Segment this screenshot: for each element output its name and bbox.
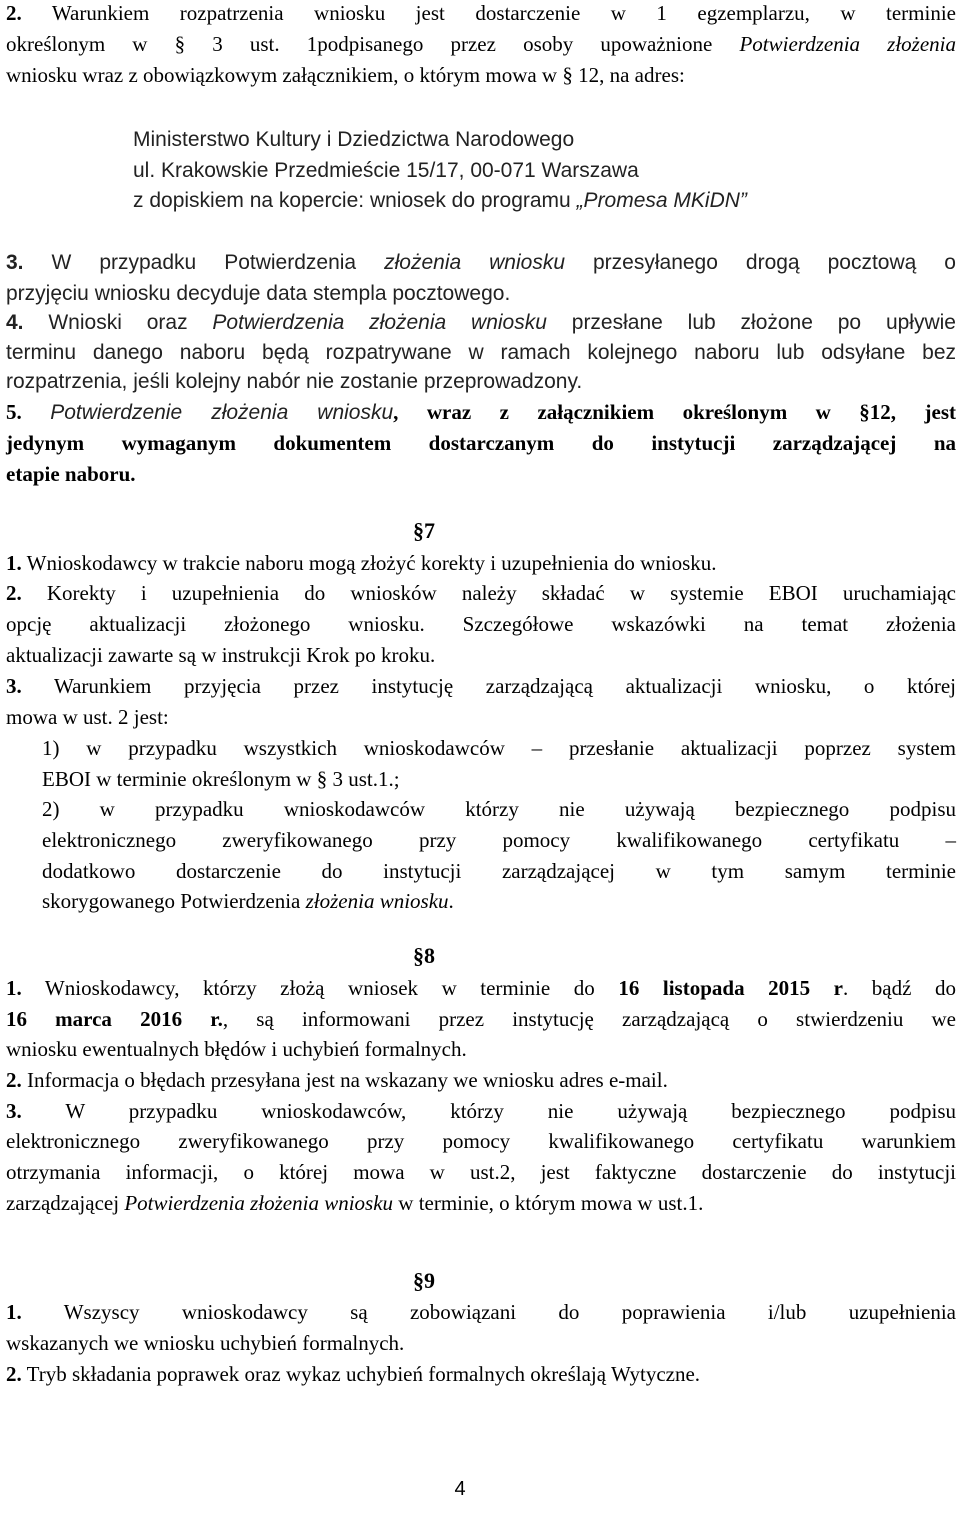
text: zarządzającej bbox=[6, 1191, 125, 1215]
par2-line2 bbox=[6, 31, 956, 57]
par3-line2: przyjęciu wniosku decyduje data stempla pocztowego. bbox=[6, 282, 511, 305]
list-number: 1. bbox=[6, 1300, 22, 1324]
section-sign: § bbox=[413, 518, 424, 543]
text: skorygowanego Potwierdzenia bbox=[42, 889, 306, 913]
address-line1: Ministerstwo Kultury i Dziedzictwa Narodowego bbox=[133, 128, 575, 151]
sec9-par2 bbox=[6, 1361, 956, 1387]
text: określonym w bbox=[6, 32, 175, 56]
text: W przypadku wnioskodawców, którzy nie używają bezpiecznego podpisu bbox=[65, 1099, 957, 1123]
sec7-par1 bbox=[6, 550, 956, 576]
list-number: 4. bbox=[6, 311, 24, 334]
sec7-sub2-line4 bbox=[42, 888, 956, 914]
list-number: 2. bbox=[6, 1362, 22, 1386]
text: 12, na adres: bbox=[572, 63, 685, 87]
sec7-sub1-line1: 1) w przypadku wszystkich wnioskodawców – przesłanie aktualizacji poprzez system bbox=[42, 736, 956, 760]
sec7-sub2-line3: dodatkowo dostarczenie do instytucji zarządzającej w tym samym terminie bbox=[42, 859, 956, 883]
list-number: 3. bbox=[6, 251, 24, 274]
sec8-par1-line2 bbox=[6, 1006, 956, 1032]
text: wniosku wraz z obowiązkowym załącznikiem, o którym mowa w bbox=[6, 63, 563, 87]
text: EBOI w terminie określonym w bbox=[42, 767, 317, 791]
sec9-par1-line1 bbox=[6, 1299, 956, 1325]
sec8-par1-line1 bbox=[6, 975, 956, 1001]
text: Warunkiem przyjęcia przez instytucję zarządzającą aktualizacji wniosku, o której bbox=[53, 674, 956, 698]
par2-line1 bbox=[6, 0, 956, 26]
par4-line2: terminu danego naboru będą rozpatrywane w ramach kolejnego naboru lub odsyłane bez bbox=[6, 341, 956, 364]
text: Informacja o błędach przesyłana jest na wskazany we wniosku adres e-mail. bbox=[27, 1068, 668, 1092]
text: . bądź do bbox=[843, 976, 956, 1000]
text: przesyłanego drogą pocztową o bbox=[565, 251, 956, 274]
sec7-sub1-line2 bbox=[42, 766, 956, 792]
sec8-par3-line2: elektronicznego zweryfikowanego przy pomocy kwalifikowanego certyfikatu warunkiem bbox=[6, 1129, 956, 1153]
italic-text: złożenia wniosku bbox=[305, 889, 449, 913]
par5-line2: jedynym wymaganym dokumentem dostarczanym do instytucji zarządzającej na bbox=[6, 431, 956, 455]
text: Wnioskodawcy w trakcie naboru mogą złożyć korekty i uzupełnienia do wniosku. bbox=[26, 551, 717, 575]
bold-date: 16 marca 2016 r. bbox=[6, 1007, 223, 1031]
section-sign: § bbox=[174, 32, 186, 56]
sec7-sub2-line2: elektronicznego zweryfikowanego przy pomocy kwalifikowanego certyfikatu – bbox=[42, 828, 956, 852]
section-sign: § bbox=[859, 400, 870, 424]
text: przesłane lub złożone po upływie bbox=[546, 311, 956, 334]
text: Wnioski oraz bbox=[48, 311, 213, 334]
page-number: 4 bbox=[454, 1478, 466, 1500]
section-sign: § bbox=[316, 767, 328, 791]
list-number: 2. bbox=[6, 581, 22, 605]
address-line2: ul. Krakowskie Przedmieście 15/17, 00-071 Warszawa bbox=[133, 159, 639, 182]
sec8-par3-line4 bbox=[6, 1190, 956, 1216]
sec8-par3-line3: otrzymania informacji, o której mowa w ust.2, jest faktyczne dostarczenie do instytucji bbox=[6, 1160, 956, 1184]
section-sign: § bbox=[562, 63, 573, 87]
list-number: 2. bbox=[6, 1068, 22, 1092]
italic-text: złożenia wniosku bbox=[384, 251, 566, 274]
text: w terminie, o którym mowa w ust.1. bbox=[393, 1191, 704, 1215]
section-8-heading bbox=[413, 943, 473, 969]
text: Warunkiem rozpatrzenia wniosku jest dostarczenie w 1 egzemplarzu, w terminie bbox=[51, 1, 956, 25]
section-sign: § bbox=[413, 1268, 424, 1293]
section-9-heading bbox=[413, 1268, 473, 1294]
par2-line3 bbox=[6, 62, 956, 88]
sec7-par3-line2: mowa w ust. 2 jest: bbox=[6, 705, 169, 729]
text: W przypadku Potwierdzenia bbox=[51, 251, 385, 274]
section-number: 7 bbox=[424, 518, 435, 543]
section-7-heading bbox=[413, 518, 473, 544]
text: , są informowani przez instytucję zarządzającą o stwierdzeniu we bbox=[222, 1007, 956, 1031]
sec8-par2 bbox=[6, 1067, 956, 1093]
italic-text: Potwierdzenia złożenia bbox=[739, 32, 956, 56]
text: 3 ust. 1podpisanego przez osoby upoważnione bbox=[185, 32, 740, 56]
italic-text: Potwierdzenie złożenia wniosku bbox=[50, 401, 394, 424]
par3-line1 bbox=[6, 250, 956, 276]
list-number: 1. bbox=[6, 976, 22, 1000]
par5-line1 bbox=[6, 399, 956, 426]
bold-date: 16 listopada 2015 r bbox=[618, 976, 843, 1000]
sec7-sub2-line1: 2) w przypadku wnioskodawców którzy nie używają bezpiecznego podpisu bbox=[42, 797, 956, 821]
address-line3 bbox=[133, 188, 933, 214]
italic-text: Potwierdzenia złożenia wniosku bbox=[212, 311, 547, 334]
sec7-par2-line2: opcję aktualizacji złożonego wniosku. Szczegółowe wskazówki na temat złożenia bbox=[6, 612, 956, 636]
par4-line1 bbox=[6, 310, 956, 336]
bold-text: 12, jest bbox=[869, 400, 956, 424]
sec8-par1-line3: wniosku ewentualnych błędów i uchybień formalnych. bbox=[6, 1037, 467, 1061]
section-number: 8 bbox=[424, 943, 435, 968]
text: Korekty i uzupełnienia do wniosków należy składać w systemie EBOI uruchamiając bbox=[46, 581, 956, 605]
section-sign: § bbox=[413, 943, 424, 968]
list-number: 3. bbox=[6, 674, 22, 698]
text: . bbox=[448, 889, 454, 913]
list-number: 2. bbox=[6, 1, 22, 25]
par5-line3: etapie naboru. bbox=[6, 462, 136, 486]
italic-text: Potwierdzenia złożenia wniosku bbox=[124, 1191, 394, 1215]
sec7-par2-line1 bbox=[6, 580, 956, 606]
text: Wnioskodawcy, którzy złożą wniosek w terminie do bbox=[44, 976, 619, 1000]
text: 3 ust.1.; bbox=[327, 767, 400, 791]
sec9-par1-line2: wskazanych we wniosku uchybień formalnych. bbox=[6, 1331, 405, 1355]
list-number: 3. bbox=[6, 1099, 22, 1123]
sec7-par3-line1 bbox=[6, 673, 956, 699]
text: Tryb składania poprawek oraz wykaz uchybień formalnych określają Wytyczne. bbox=[26, 1362, 701, 1386]
sec8-par3-line1 bbox=[6, 1098, 956, 1124]
text: Wszyscy wnioskodawcy są zobowiązani do poprawienia i/lub uzupełnienia bbox=[63, 1300, 956, 1324]
text: z dopiskiem na kopercie: wniosek do programu bbox=[133, 189, 577, 212]
section-number: 9 bbox=[424, 1268, 435, 1293]
bold-text: , wraz z załącznikiem określonym w bbox=[393, 400, 860, 424]
list-number: 5. bbox=[6, 400, 22, 424]
italic-text: „Promesa MKiDN” bbox=[576, 189, 747, 212]
par4-line3: rozpatrzenia, jeśli kolejny nabór nie zostanie przeprowadzony. bbox=[6, 370, 583, 393]
sec7-par2-line3: aktualizacji zawarte są w instrukcji Krok po kroku. bbox=[6, 643, 436, 667]
list-number: 1. bbox=[6, 551, 22, 575]
